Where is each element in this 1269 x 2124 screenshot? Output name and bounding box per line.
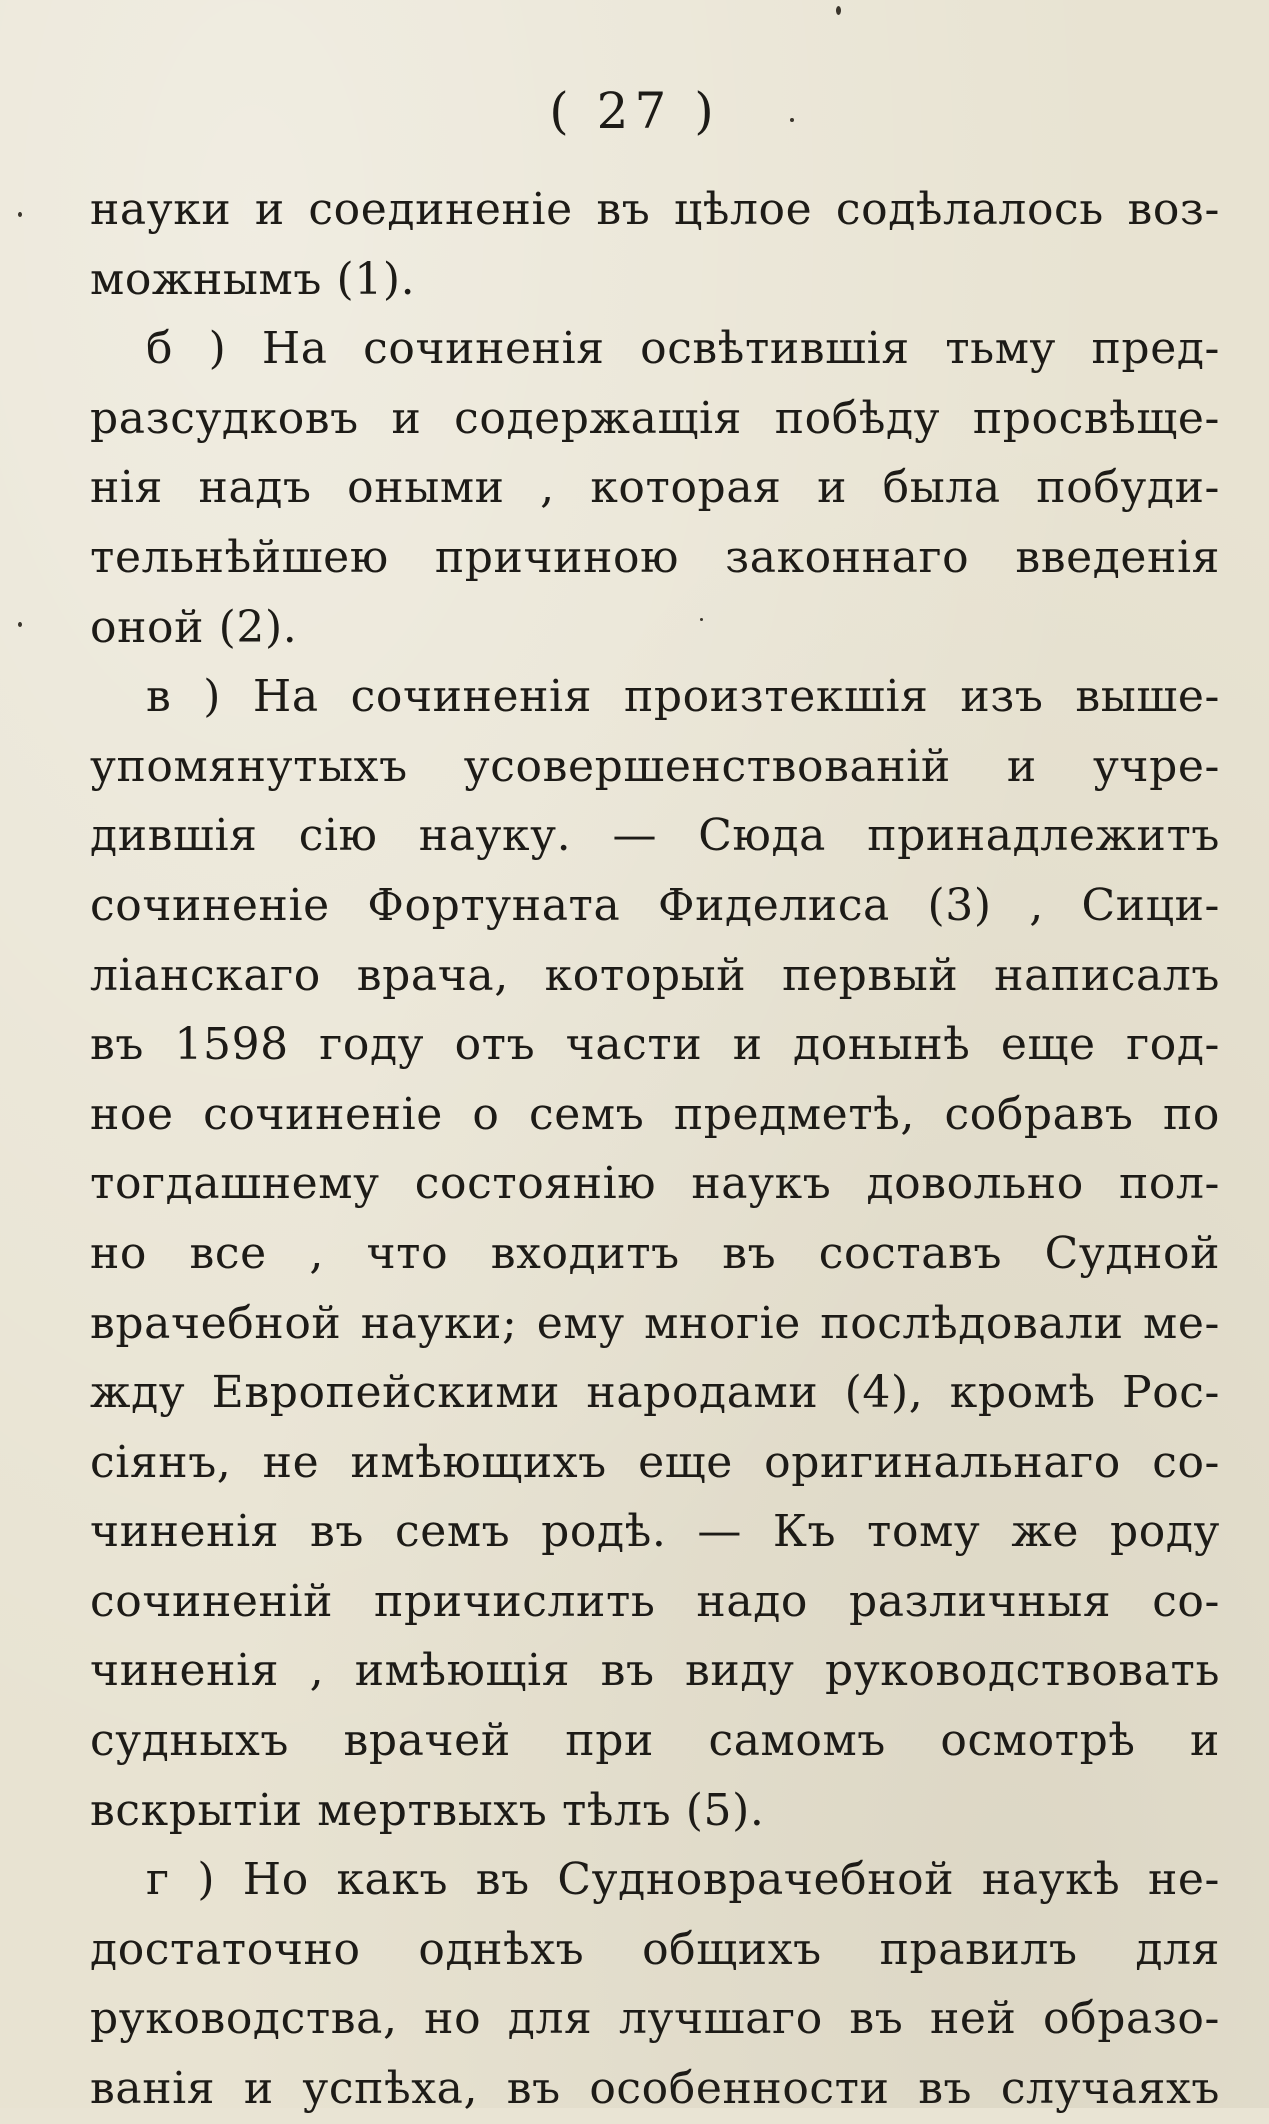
print-speck (18, 212, 22, 217)
text-line: науки и соединеніе въ цѣлое содѣлалось воз- (90, 184, 1220, 235)
text-line: в ) На сочиненія произтекшія изъ выше- (146, 671, 1220, 723)
text-line: ванія и успѣха, въ особенности въ случаяхъ (90, 2063, 1220, 2115)
text-line: жду Европейскими народами (4), кромѣ Рос- (90, 1367, 1220, 1419)
print-speck (18, 622, 22, 627)
text-line: чиненія въ семъ родѣ. — Къ тому же роду (90, 1506, 1220, 1558)
text-line: тогдашнему состоянію наукъ довольно пол- (90, 1158, 1220, 1210)
print-speck (836, 6, 841, 15)
text-line: но все , что входитъ въ составъ Судной (90, 1227, 1220, 1279)
page-number: ( 27 ) (549, 82, 720, 140)
text-line: оной (2). (90, 601, 298, 653)
text-line: ное сочиненіе о семъ предметѣ, собравъ по (90, 1088, 1220, 1140)
text-line: въ 1598 году отъ части и донынѣ еще год- (90, 1019, 1220, 1071)
text-line: г ) Но какъ въ Судноврачебной наукѣ не- (146, 1854, 1220, 1906)
text-line: можнымъ (1). (90, 253, 416, 305)
text-line: нія надъ оными , которая и была побуди- (90, 462, 1220, 514)
text-line: врачебной науки; ему многіе послѣдовали ме- (90, 1297, 1220, 1349)
text-line: разсудковъ и содержащія побѣду просвѣще- (90, 392, 1220, 444)
text-line: вскрытіи мертвыхъ тѣлъ (5). (90, 1784, 765, 1836)
print-speck (790, 118, 794, 122)
text-line: сочиненіе Фортуната Фиделиса (3) , Сици- (90, 879, 1220, 931)
text-line: судныхъ врачей при самомъ осмотрѣ и (90, 1715, 1220, 1767)
text-line: ліанскаго врача, который первый написалъ (90, 949, 1220, 1001)
text-line: чиненія , имѣющія въ виду руководствовать (90, 1645, 1220, 1697)
text-line: тельнѣйшею причиною законнаго введенія (90, 531, 1220, 583)
text-line: упомянутыхъ усовершенствованій и учре- (90, 740, 1220, 792)
text-line: руководства, но для лучшаго въ ней образо- (90, 1993, 1220, 2045)
text-line: достаточно однѣхъ общихъ правилъ для (90, 1923, 1220, 1975)
body-text (90, 175, 1220, 2124)
text-line: сочиненій причислить надо различныя со- (90, 1575, 1220, 1627)
text-line: дившія сію науку. — Сюда принадлежитъ (90, 810, 1220, 862)
text-line: сіянъ, не имѣющихъ еще оригинальнаго со- (90, 1436, 1220, 1488)
print-speck (700, 618, 703, 621)
text-line: б ) На сочиненія освѣтившія тьму пред- (146, 323, 1220, 375)
